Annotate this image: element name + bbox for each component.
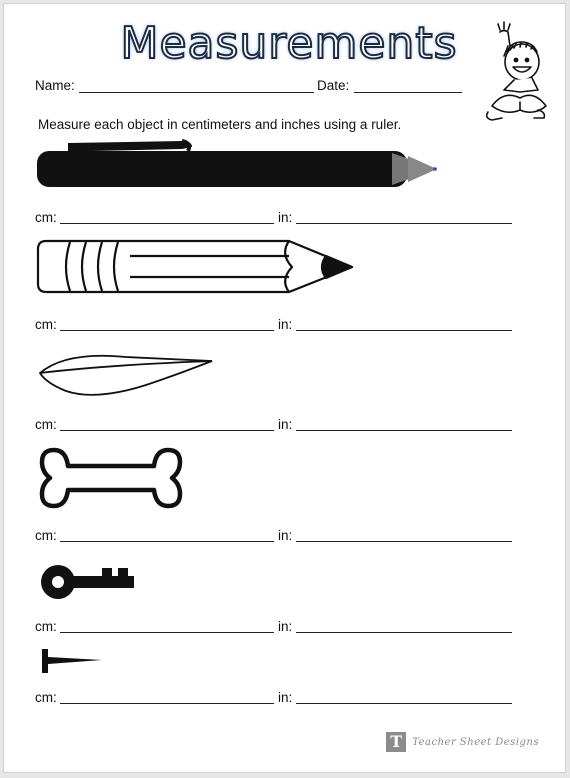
in-answer-field[interactable] — [296, 223, 512, 224]
in-label: in: — [278, 528, 293, 543]
pen-illustration — [32, 137, 442, 191]
in-label: in: — [278, 317, 293, 332]
date-field[interactable] — [354, 92, 462, 93]
in-label: in: — [278, 417, 293, 432]
in-answer-field[interactable] — [296, 430, 512, 431]
key-illustration — [40, 562, 136, 602]
cm-answer-field[interactable] — [60, 541, 274, 542]
worksheet-page — [3, 3, 566, 773]
page-title: Measurements — [120, 18, 458, 69]
in-answer-field[interactable] — [296, 541, 512, 542]
brand-name: Teacher Sheet Designs — [412, 736, 539, 748]
bone-illustration — [38, 446, 184, 510]
in-answer-field[interactable] — [296, 632, 512, 633]
name-field[interactable] — [79, 92, 314, 93]
cm-label: cm: — [35, 528, 57, 543]
in-label: in: — [278, 210, 293, 225]
instructions-text: Measure each object in centimeters and inches using a ruler. — [38, 117, 402, 132]
name-label: Name: — [35, 78, 75, 93]
cm-answer-field[interactable] — [60, 330, 274, 331]
in-label: in: — [278, 690, 293, 705]
in-answer-field[interactable] — [296, 330, 512, 331]
pencil-illustration — [34, 236, 354, 296]
brand-logo — [386, 732, 539, 752]
cm-label: cm: — [35, 690, 57, 705]
leaf-illustration — [36, 347, 218, 401]
cm-label: cm: — [35, 417, 57, 432]
date-label: Date: — [317, 78, 350, 93]
cm-label: cm: — [35, 210, 57, 225]
cm-answer-field[interactable] — [60, 703, 274, 704]
waving-kid-illustration — [480, 20, 550, 124]
in-label: in: — [278, 619, 293, 634]
cm-label: cm: — [35, 317, 57, 332]
brand-initial: T — [386, 732, 406, 752]
cm-answer-field[interactable] — [60, 632, 274, 633]
cm-answer-field[interactable] — [60, 430, 274, 431]
nail-illustration — [40, 647, 104, 675]
in-answer-field[interactable] — [296, 703, 512, 704]
cm-answer-field[interactable] — [60, 223, 274, 224]
cm-label: cm: — [35, 619, 57, 634]
